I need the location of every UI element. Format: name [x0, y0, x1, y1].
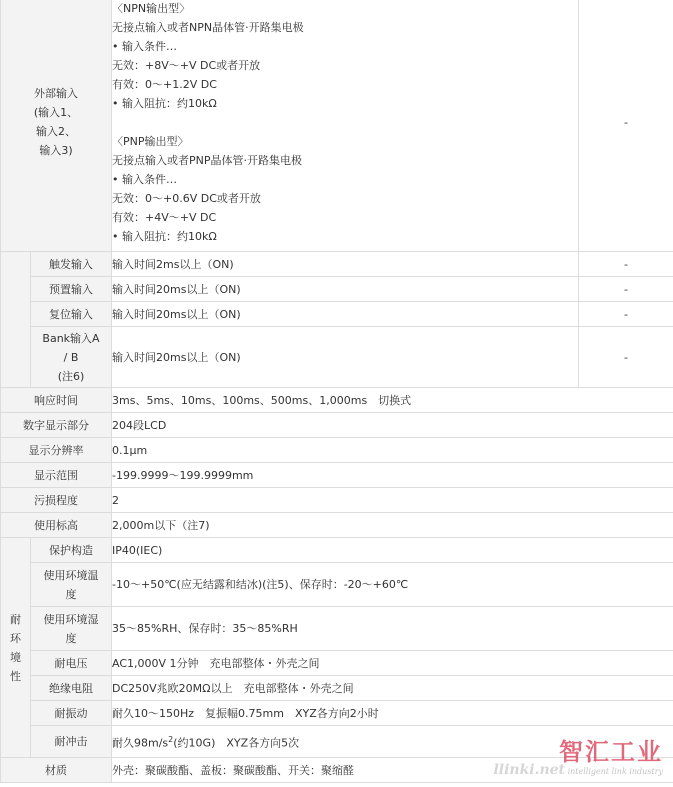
- env-insulation-row: [1, 676, 673, 701]
- display-range-label: 显示范围: [1, 463, 112, 488]
- altitude-row: [1, 513, 673, 538]
- bank-input-remark: -: [579, 327, 673, 388]
- pnp-cond-head: • 输入条件…: [112, 172, 178, 186]
- display-resolution-label: 显示分辨率: [1, 438, 112, 463]
- watermark-en: llinki.net intelligent link industry: [493, 762, 663, 778]
- bank-input-label: Bank输入A / B (注6): [31, 327, 112, 388]
- shock-label: 耐冲击: [31, 726, 112, 758]
- pnp-invalid: 无效：0～+0.6V DC或者开放: [112, 191, 261, 205]
- response-time-value: 3ms、5ms、10ms、100ms、500ms、1,000ms 切换式: [112, 388, 673, 413]
- protection-value: IP40(IEC): [112, 538, 673, 563]
- pollution-degree-label: 污损程度: [1, 488, 112, 513]
- pollution-degree-value: 2: [112, 488, 673, 513]
- npn-title: 〈NPN输出型〉: [112, 1, 191, 15]
- vibration-value: 耐久10～150Hz 复振幅0.75mm XYZ各方向2小时: [112, 701, 673, 726]
- watermark-cn: 智汇工业: [559, 737, 663, 766]
- trigger-input-row: [1, 252, 673, 277]
- digital-display-label: 数字显示部分: [1, 413, 112, 438]
- insulation-label: 绝缘电阻: [31, 676, 112, 701]
- env-humidity-row: [1, 607, 673, 651]
- input-group-cell: [1, 252, 31, 388]
- external-input-value: [112, 0, 579, 252]
- npn-invalid: 无效：+8V～+V DC或者开放: [112, 58, 261, 72]
- env-temperature-row: [1, 563, 673, 607]
- temperature-label: 使用环境温 度: [31, 563, 112, 607]
- display-resolution-value: 0.1μm: [112, 438, 673, 463]
- npn-cond-head: • 输入条件…: [112, 39, 178, 53]
- npn-desc: 无接点输入或者NPN晶体管·开路集电极: [112, 20, 304, 34]
- vibration-label: 耐振动: [31, 701, 112, 726]
- pnp-title: 〈PNP输出型〉: [112, 134, 189, 148]
- reset-input-label: 复位输入: [31, 302, 112, 327]
- pnp-impedance: • 输入阻抗：约10kΩ: [112, 229, 217, 243]
- env-vibration-row: [1, 701, 673, 726]
- preset-input-row: [1, 277, 673, 302]
- pnp-valid: 有效：+4V～+V DC: [112, 210, 217, 224]
- insulation-value: DC250V兆欧20MΩ以上 充电部整体・外壳之间: [112, 676, 673, 701]
- pollution-degree-row: [1, 488, 673, 513]
- altitude-value: 2,000m以下（注7): [112, 513, 673, 538]
- trigger-input-remark: -: [579, 252, 673, 277]
- digital-display-row: [1, 413, 673, 438]
- humidity-value: 35～85%RH、保存时：35～85%RH: [112, 607, 673, 651]
- trigger-input-value: 输入时间2ms以上（ON): [112, 252, 579, 277]
- temperature-value: -10～+50℃(应无结露和结冰)(注5)、保存时：-20～+60℃: [112, 563, 673, 607]
- material-value: 外壳：聚碳酸酯、盖板：聚碳酸酯、开关：聚缩醛: [112, 758, 673, 783]
- external-input-row: [1, 0, 673, 252]
- external-input-label: 外部输入 (输入1、 输入2、 输入3): [1, 0, 112, 252]
- preset-input-remark: -: [579, 277, 673, 302]
- material-label: 材质: [1, 758, 112, 783]
- reset-input-row: [1, 302, 673, 327]
- reset-input-remark: -: [579, 302, 673, 327]
- display-range-row: [1, 463, 673, 488]
- bank-input-row: [1, 327, 673, 388]
- response-time-row: [1, 388, 673, 413]
- bank-input-value: 输入时间20ms以上（ON): [112, 327, 579, 388]
- reset-input-value: 输入时间20ms以上（ON): [112, 302, 579, 327]
- response-time-label: 响应时间: [1, 388, 112, 413]
- env-protection-row: [1, 538, 673, 563]
- humidity-label: 使用环境湿 度: [31, 607, 112, 651]
- digital-display-value: 204段LCD: [112, 413, 673, 438]
- npn-impedance: • 输入阻抗：约10kΩ: [112, 96, 217, 110]
- pnp-desc: 无接点输入或者PNP晶体管·开路集电极: [112, 153, 303, 167]
- preset-input-value: 输入时间20ms以上（ON): [112, 277, 579, 302]
- env-group-label: 耐 环 境 性: [1, 538, 31, 758]
- withstand-voltage-value: AC1,000V 1分钟 充电部整体・外壳之间: [112, 651, 673, 676]
- shock-value: 耐久$98m/s^2$(约10G) XYZ各方向5次: [112, 726, 673, 758]
- npn-valid: 有效：0～+1.2V DC: [112, 77, 217, 91]
- preset-input-label: 预置输入: [31, 277, 112, 302]
- withstand-voltage-label: 耐电压: [31, 651, 112, 676]
- display-range-value: -199.9999～199.9999mm: [112, 463, 673, 488]
- env-voltage-row: [1, 651, 673, 676]
- watermark-logo: [493, 739, 663, 777]
- altitude-label: 使用标高: [1, 513, 112, 538]
- trigger-input-label: 触发输入: [31, 252, 112, 277]
- external-input-remark: -: [579, 0, 673, 252]
- display-resolution-row: [1, 438, 673, 463]
- protection-label: 保护构造: [31, 538, 112, 563]
